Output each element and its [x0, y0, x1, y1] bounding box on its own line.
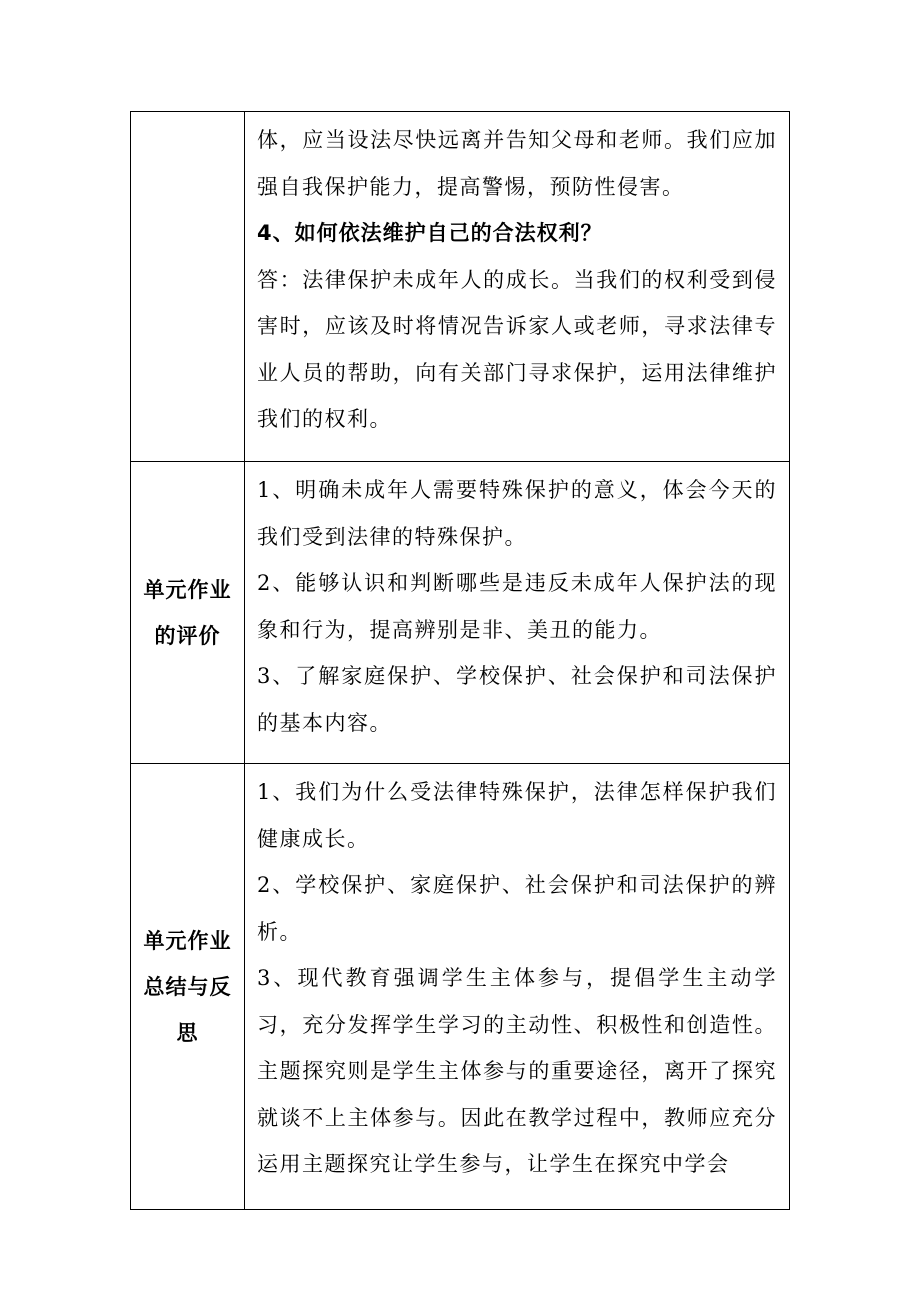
list-item: 1、我们为什么受法律特殊保护，法律怎样保护我们健康成长。 [257, 780, 777, 851]
list-item: 2、学校保护、家庭保护、社会保护和司法保护的辨析。 [257, 873, 777, 944]
row-label-reflection [131, 764, 245, 1210]
table-row [131, 462, 790, 764]
row-content [245, 112, 790, 462]
document-table [130, 111, 790, 1210]
label-line: 的评价 [154, 623, 221, 648]
label-line: 思 [176, 1020, 199, 1045]
table-row [131, 764, 790, 1210]
label-line: 单元作业 [143, 928, 232, 953]
paragraph: 体，应当设法尽快远离并告知父母和老师。我们应加强自我保护能力，提高警惕，预防性侵害。 [257, 128, 777, 199]
row-content [245, 462, 790, 764]
label-line: 总结与反 [143, 974, 232, 999]
table-row [131, 112, 790, 462]
list-item: 1、明确未成年人需要特殊保护的意义，体会今天的我们受到法律的特殊保护。 [257, 478, 777, 549]
answer-paragraph: 答：法律保护未成年人的成长。当我们的权利受到侵害时，应该及时将情况告诉家人或老师，寻求法律专业人员的帮助，向有关部门寻求保护，运用法律维护我们的权利。 [257, 267, 777, 431]
list-item: 2、能够认识和判断哪些是违反未成年人保护法的现象和行为，提高辨别是非、美丑的能力。 [257, 571, 777, 642]
list-item: 3、现代教育强调学生主体参与，提倡学生主动学习，充分发挥学生学习的主动性、积极性和创造性。主题探究则是学生主体参与的重要途径，离开了探究就谈不上主体参与。因此在教学过程中，教师应充分运用主题探究让学生参与，让学生在探究中学会 [257, 966, 777, 1176]
row-label-empty [131, 112, 245, 462]
row-content [245, 764, 790, 1210]
label-line: 单元作业 [143, 577, 232, 602]
row-label-evaluation [131, 462, 245, 764]
question-heading: 4、如何依法维护自己的合法权利？ [257, 221, 603, 245]
list-item: 3、了解家庭保护、学校保护、社会保护和司法保护的基本内容。 [257, 664, 777, 735]
